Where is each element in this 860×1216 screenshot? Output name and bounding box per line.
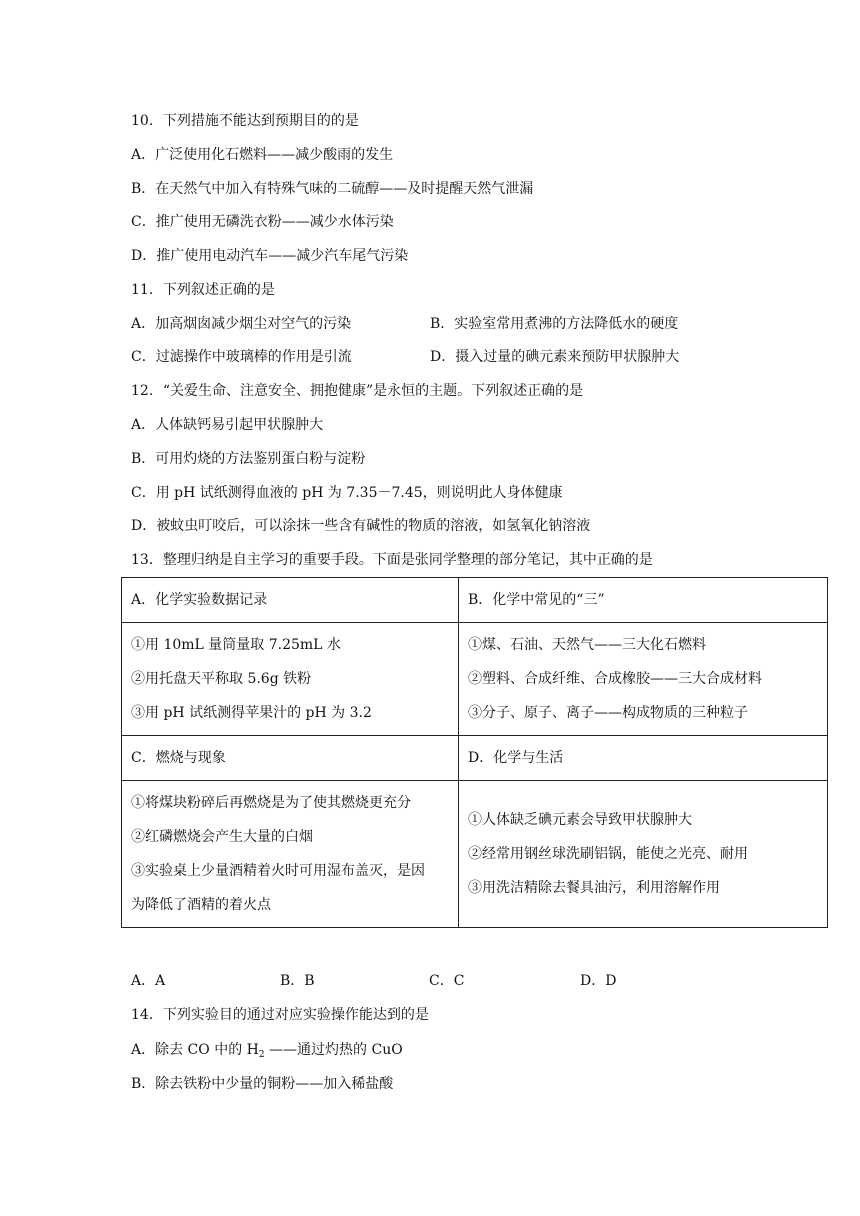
cell-d-title-text: D．化学与生活 xyxy=(468,750,564,766)
cell-b-content xyxy=(459,623,828,736)
list-item: ①将煤块粉碎后再燃烧是为了使其燃烧更充分 xyxy=(131,795,411,811)
cell-a-title-text: A．化学实验数据记录 xyxy=(131,592,268,608)
list-item: ②用托盘天平称取 5.6g 铁粉 xyxy=(131,671,312,687)
q14-option-a-prefix: A．除去 CO 中的 xyxy=(131,1042,247,1058)
q10-option-c: C．推广使用无磷洗衣粉——减少水体污染 xyxy=(131,214,394,230)
list-item: ③分子、原子、离子——构成物质的三种粒子 xyxy=(468,705,748,721)
list-item: ③用 pH 试纸测得苹果汁的 pH 为 3.2 xyxy=(131,705,372,721)
q13-notes-table xyxy=(121,577,828,928)
q12-option-d: D．被蚊虫叮咬后，可以涂抹一些含有碱性的物质的溶液，如氢氧化钠溶液 xyxy=(131,518,591,534)
cell-a-title xyxy=(122,578,459,623)
q10-option-d: D．推广使用电动汽车——减少汽车尾气污染 xyxy=(131,248,409,264)
table-row xyxy=(122,781,828,928)
cell-c-title-text: C．燃烧与现象 xyxy=(131,750,226,766)
cell-b-title-text: B．化学中常见的“三” xyxy=(468,592,605,608)
q13-option-b: B．B xyxy=(280,973,315,989)
list-item: ②经常用钢丝球洗刷铝锅，能使之光亮、耐用 xyxy=(468,846,748,862)
list-item: ③用洗洁精除去餐具油污，利用溶解作用 xyxy=(468,880,720,896)
q10-option-a: A．广泛使用化石燃料——减少酸雨的发生 xyxy=(131,147,394,163)
table-row xyxy=(122,736,828,781)
q14-option-a xyxy=(131,1040,403,1065)
cell-a-content xyxy=(122,623,459,736)
list-item: ①人体缺乏碘元素会导致甲状腺肿大 xyxy=(468,812,692,828)
list-item: ②塑料、合成纤维、合成橡胶——三大合成材料 xyxy=(468,671,762,687)
q13-option-d: D．D xyxy=(580,973,617,989)
list-item: 为降低了酒精的着火点 xyxy=(131,897,271,913)
cell-b-title xyxy=(459,578,828,623)
q11-option-d: D．摄入过量的碘元素来预防甲状腺肿大 xyxy=(430,349,680,365)
q14-stem: 14．下列实验目的通过对应实验操作能达到的是 xyxy=(131,1007,429,1023)
h-symbol: H xyxy=(246,1042,259,1058)
list-item: ①用 10mL 量筒量取 7.25mL 水 xyxy=(131,637,341,653)
q12-option-a: A．人体缺钙易引起甲状腺肿大 xyxy=(131,417,324,433)
h2-formula xyxy=(247,1042,265,1058)
q14-option-b: B．除去铁粉中少量的铜粉——加入稀盐酸 xyxy=(131,1076,394,1092)
q14-option-a-suffix: ——通过灼热的 CuO xyxy=(264,1042,403,1058)
q13-option-c: C．C xyxy=(429,973,465,989)
q11-option-c: C．过滤操作中玻璃棒的作用是引流 xyxy=(131,349,352,365)
list-item: ②红磷燃烧会产生大量的白烟 xyxy=(131,829,313,845)
q11-option-a: A．加高烟囱减少烟尘对空气的污染 xyxy=(131,316,352,332)
q12-option-b: B．可用灼烧的方法鉴别蛋白粉与淀粉 xyxy=(131,451,366,467)
table-row xyxy=(122,578,828,623)
q11-option-b: B．实验室常用煮沸的方法降低水的硬度 xyxy=(430,316,679,332)
h-subscript: 2 xyxy=(258,1050,265,1060)
q10-stem: 10．下列措施不能达到预期目的的是 xyxy=(131,113,359,129)
list-item: ①煤、石油、天然气——三大化石燃料 xyxy=(468,637,706,653)
q10-option-b: B．在天然气中加入有特殊气味的二硫醇——及时提醒天然气泄漏 xyxy=(131,181,534,197)
cell-d-content xyxy=(459,781,828,928)
cell-c-title xyxy=(122,736,459,781)
table-row xyxy=(122,623,828,736)
cell-c-content xyxy=(122,781,459,928)
q12-option-c: C．用 pH 试纸测得血液的 pH 为 7.35－7.45，则说明此人身体健康 xyxy=(131,485,563,501)
cell-d-title xyxy=(459,736,828,781)
q13-option-a: A．A xyxy=(131,973,166,989)
list-item: ③实验桌上少量酒精着火时可用湿布盖灭，是因 xyxy=(131,863,425,879)
q12-stem: 12．“关爱生命、注意安全、拥抱健康”是永恒的主题。下列叙述正确的是 xyxy=(131,383,584,399)
q13-stem: 13．整理归纳是自主学习的重要手段。下面是张同学整理的部分笔记，其中正确的是 xyxy=(131,552,653,568)
q11-stem: 11．下列叙述正确的是 xyxy=(131,282,275,298)
